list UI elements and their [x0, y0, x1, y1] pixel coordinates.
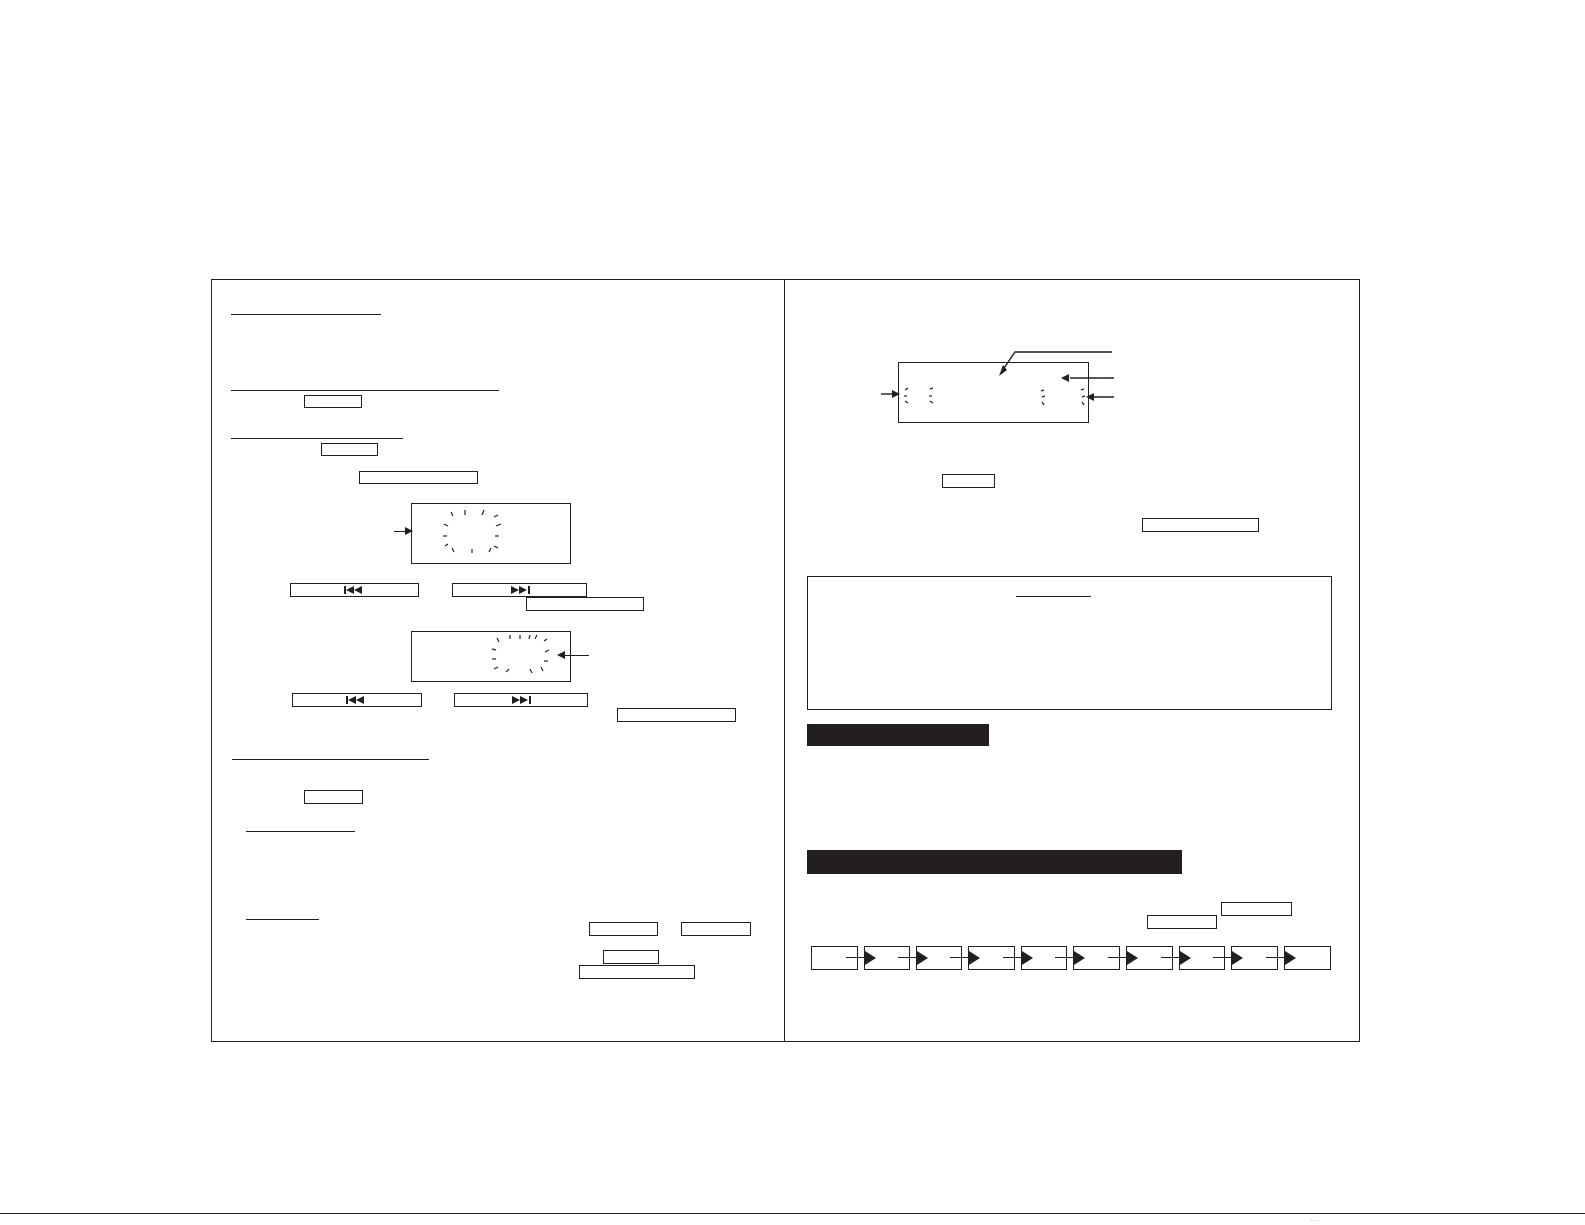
- pointer-lines-lcd3: [870, 345, 1130, 415]
- sequence-arrow-6: [1127, 951, 1138, 965]
- key-button-2[interactable]: [321, 443, 378, 456]
- sequence-arrow-line-1: [846, 957, 866, 958]
- skip-forward-icon: [509, 586, 531, 594]
- key-button-1[interactable]: [304, 395, 362, 408]
- sequence-arrow-8: [1232, 951, 1243, 965]
- sequence-arrow-line-6: [1108, 957, 1128, 958]
- subheading-underline-1: [246, 831, 355, 832]
- scan-mark: ...: [1310, 1214, 1318, 1223]
- lcd-display-1: [411, 503, 571, 564]
- key-button-4[interactable]: [526, 597, 644, 611]
- pointer-line-lcd2: [565, 655, 589, 656]
- heading-underline-1: [231, 314, 381, 315]
- flashing-digits-icon: [412, 632, 572, 683]
- skip-back-button-2[interactable]: [292, 693, 422, 707]
- sequence-arrow-line-9: [1266, 957, 1286, 958]
- key-button-10[interactable]: [579, 965, 695, 979]
- key-button-6[interactable]: [304, 790, 363, 804]
- skip-forward-button-1[interactable]: [452, 583, 587, 597]
- key-button-9[interactable]: [603, 950, 659, 964]
- lcd-display-2: [411, 631, 571, 682]
- skip-back-icon: [344, 586, 366, 594]
- skip-forward-icon: [510, 696, 532, 704]
- key-button-11[interactable]: [942, 474, 995, 488]
- key-button-3[interactable]: [359, 471, 478, 484]
- section-heading-bar-2: [807, 850, 1182, 874]
- pointer-arrow-lcd2: [557, 651, 565, 659]
- sequence-arrow-line-5: [1055, 957, 1075, 958]
- heading-underline-2: [231, 390, 499, 391]
- section-heading-bar-1: [807, 724, 989, 746]
- key-button-14[interactable]: [1147, 915, 1217, 929]
- key-button-12[interactable]: [1142, 518, 1259, 532]
- note-heading-underline: [1016, 596, 1091, 597]
- key-button-7[interactable]: [589, 922, 658, 936]
- sequence-arrow-line-3: [950, 957, 970, 958]
- sequence-arrow-3: [969, 951, 980, 965]
- sequence-arrow-line-7: [1161, 957, 1181, 958]
- sequence-arrow-line-4: [1003, 957, 1023, 958]
- sequence-arrow-2: [917, 951, 928, 965]
- sequence-arrow-5: [1074, 951, 1085, 965]
- pointer-arrow-lcd1: [405, 527, 413, 535]
- key-button-13[interactable]: [1221, 902, 1292, 916]
- skip-back-icon: [346, 696, 368, 704]
- sequence-arrow-line-2: [898, 957, 918, 958]
- heading-underline-3: [231, 438, 403, 439]
- sequence-arrow-line-8: [1213, 957, 1233, 958]
- sequence-arrow-9: [1285, 951, 1296, 965]
- key-button-8[interactable]: [681, 922, 751, 936]
- sequence-arrow-7: [1180, 951, 1191, 965]
- scan-edge-line: [0, 1213, 1585, 1214]
- flashing-digits-icon: [412, 504, 572, 565]
- sequence-box-1: [811, 946, 858, 970]
- skip-forward-button-2[interactable]: [454, 693, 588, 707]
- heading-underline-4: [232, 759, 429, 760]
- sequence-arrow-1: [865, 951, 876, 965]
- key-button-5[interactable]: [617, 708, 736, 722]
- note-box: [807, 576, 1332, 710]
- subheading-underline-2: [246, 919, 319, 920]
- sequence-arrow-4: [1022, 951, 1033, 965]
- skip-back-button-1[interactable]: [290, 583, 419, 597]
